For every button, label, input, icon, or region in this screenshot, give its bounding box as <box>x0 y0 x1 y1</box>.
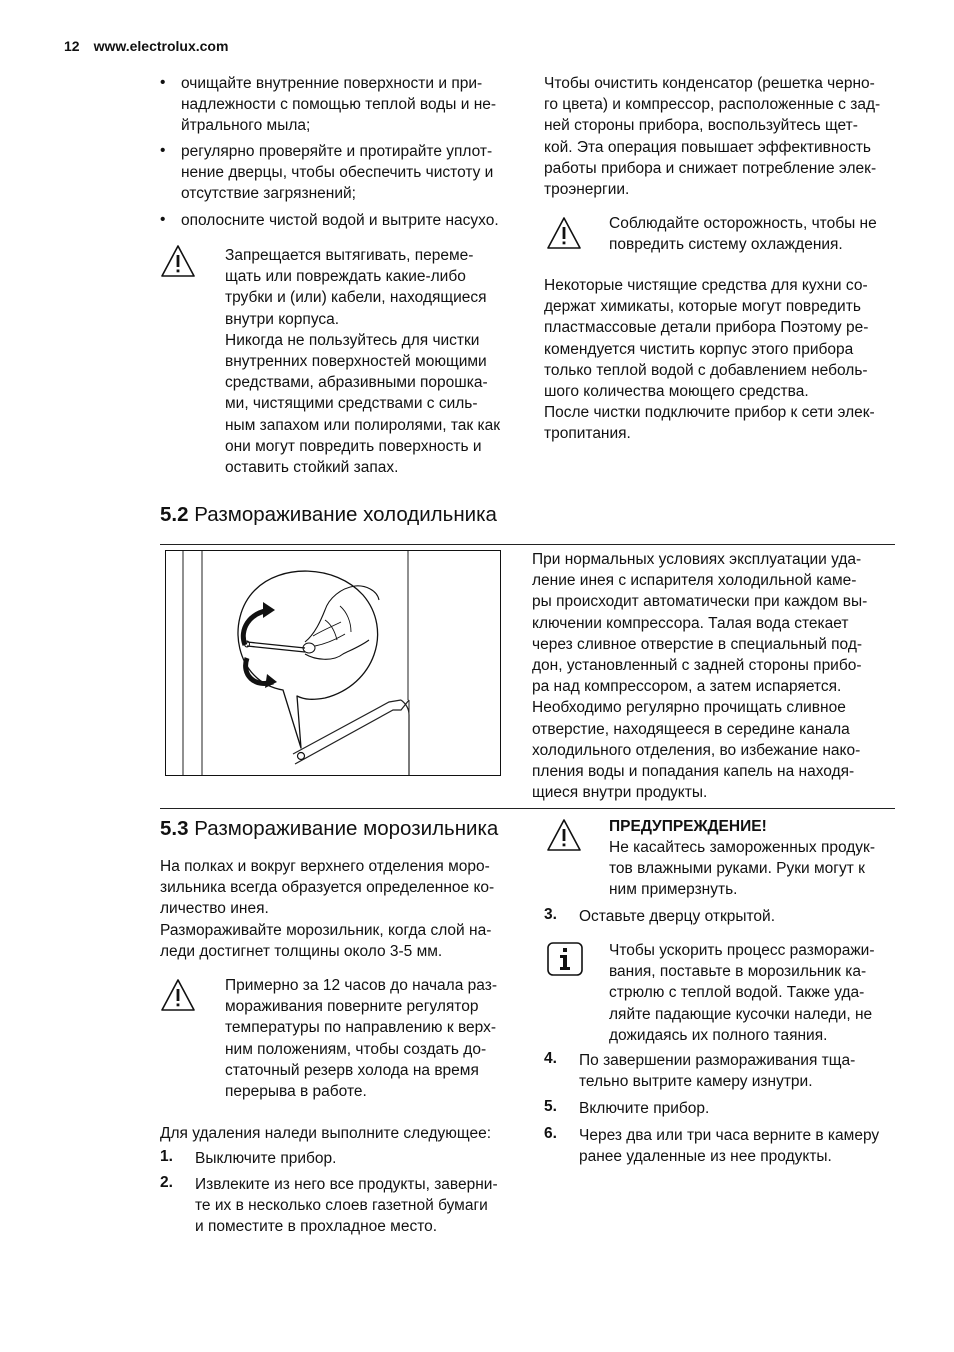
warning-triangle-icon <box>160 978 196 1012</box>
page-number: 12 <box>64 38 80 54</box>
warning-triangle-icon <box>160 244 196 278</box>
section-heading <box>160 817 498 841</box>
warning-triangle-icon <box>546 818 582 852</box>
step-text: По завершении размораживания тща- тельно вытрите камеру изнутри. <box>579 1052 856 1091</box>
warning-text: Запрещается вытягивать, переме- щать или повреждать какие-либо трубки и (или) кабели, находящиеся внутри корпуса. Никогда не пользуйтесь для чистки внутренних поверхностей моющими средствами, абразивными порошка- ми, чистящими средствами с силь- ным запахом или полиролями, так как они могут повредить поверхность и оставить стойкий запах. <box>225 247 501 477</box>
step-number: 2. <box>160 1174 173 1191</box>
section-rule <box>160 808 895 809</box>
site-url: www.electrolux.com <box>93 38 229 54</box>
chemicals-text: Некоторые чистящие средства для кухни со- держат химикаты, которые могут повредить пластмассовые детали прибора Поэтому ре- комендуется чистить корпус этого прибора только теплой водой с добавлением неболь- шого количества моющего средства. После чистки подключите прибор к сети элек- тропитания. <box>544 277 875 443</box>
section-heading <box>160 503 497 527</box>
section-number: 5.2 <box>160 503 189 526</box>
bullet-item: ополосните чистой водой и вытрите насухо. <box>181 212 499 229</box>
step-text: Включите прибор. <box>579 1100 710 1117</box>
step-number: 6. <box>544 1125 557 1142</box>
section-title: Размораживание холодильника <box>194 503 497 526</box>
warning-title: ПРЕДУПРЕЖДЕНИЕ! <box>609 818 767 835</box>
bullet-item: очищайте внутренние поверхности и при- надлежности с помощью теплой воды и не- йтрального мыла; <box>181 75 497 135</box>
info-text: Чтобы ускорить процесс разморажи- вания, поставьте в морозильник ка- стрюлю с теплой водой. Также уда- ляйте падающие кусочки наледи, не дожидаясь их полного таяния. <box>609 942 875 1044</box>
section-number: 5.3 <box>160 817 189 840</box>
step-number: 1. <box>160 1148 173 1165</box>
bullet-dot: • <box>160 211 166 228</box>
section-rule <box>160 544 895 545</box>
section-intro: На полках и вокруг верхнего отделения моро- зильника всегда образуется определенное ко- личество инея. Размораживайте морозильник, когда слой на- леди достигнет толщины около 3-5 мм. <box>160 858 495 960</box>
steps-intro: Для удаления наледи выполните следующее: <box>160 1125 492 1142</box>
step-text: Извлеките из него все продукты, заверни- те их в несколько слоев газетной бумаги и поместите в прохладное место. <box>195 1176 498 1236</box>
info-icon <box>547 942 583 976</box>
bullet-item: регулярно проверяйте и протирайте уплот- нение дверцы, чтобы обеспечить чистоту и отсутствие загрязнений; <box>181 143 494 203</box>
bullet-dot: • <box>160 142 166 159</box>
step-number: 5. <box>544 1098 557 1115</box>
step-text: Выключите прибор. <box>195 1150 337 1167</box>
defrost-illustration <box>165 550 501 776</box>
warning-triangle-icon <box>546 216 582 250</box>
warning-text: Соблюдайте осторожность, чтобы не повредить систему охлаждения. <box>609 215 877 254</box>
condenser-text: Чтобы очистить конденсатор (решетка черно- го цвета) и компрессор, расположенные с зад- ней стороны прибора, воспользуйтесь щет- кой. Эта операция повышает эффективность работы прибора и снижает потребление элек- троэнергии. <box>544 75 881 199</box>
step-text: Оставьте дверцу открытой. <box>579 908 776 925</box>
step-number: 3. <box>544 906 557 923</box>
bullet-dot: • <box>160 74 166 91</box>
warning-text: Примерно за 12 часов до начала раз- мораживания поверните регулятор температуры по направлению к верх- ним положениям, чтобы создать до- статочный резерв холода на время перерыва в работе. <box>225 977 497 1101</box>
section-text: При нормальных условиях эксплуатации уда- ление инея с испарителя холодильной каме- ры происходит автоматически при каждом вы- ключении компрессора. Талая вода стекает через сливное отверстие в специальный под- дон, установленный с задней стороны прибо- ра над компрессором, а затем испаряется. Необходимо регулярно прочищать сливное отверстие, находящееся в середине канала холодильного отделения, во избежание нако- пления воды и попадания капель на находя- щиеся внутри продукты. <box>532 551 868 802</box>
step-number: 4. <box>544 1050 557 1067</box>
section-title: Размораживание морозильника <box>194 817 499 840</box>
step-text: Через два или три часа верните в камеру ранее удаленные из нее продукты. <box>579 1127 880 1166</box>
warning-text: Не касайтесь замороженных продук- тов влажными руками. Руки могут к ним примерзнуть. <box>609 839 875 899</box>
page-header <box>64 38 228 54</box>
